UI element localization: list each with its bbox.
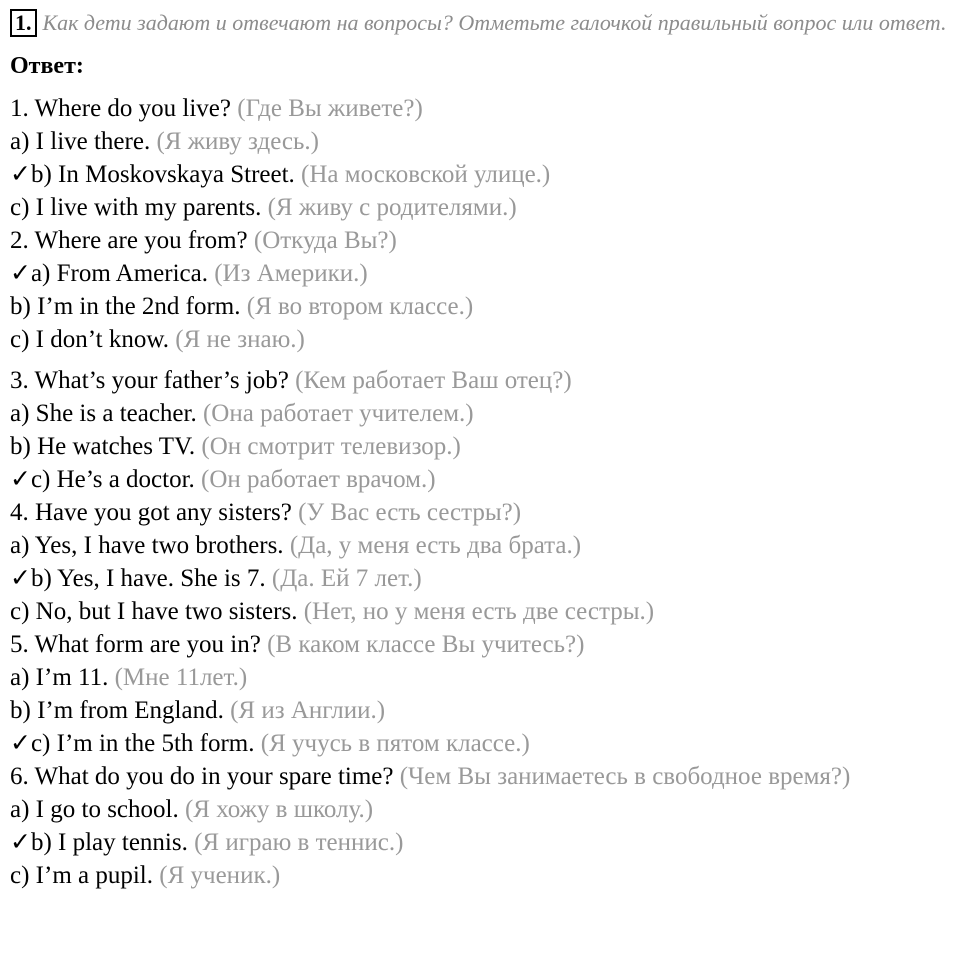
- line-english: ✓b) In Moskovskaya Street.: [10, 161, 295, 188]
- answer-line: [10, 364, 955, 397]
- answer-line: [10, 694, 955, 727]
- line-english: ✓b) Yes, I have. She is 7.: [10, 565, 266, 592]
- answer-line: [10, 224, 955, 257]
- line-translation: (На московской улице.): [301, 161, 551, 188]
- line-translation: (Он работает врачом.): [201, 466, 436, 493]
- task-header: [10, 8, 955, 38]
- answer-line: [10, 628, 955, 661]
- line-english: a) Yes, I have two brothers.: [10, 532, 284, 559]
- answer-line: [10, 92, 955, 125]
- line-translation: (Кем работает Ваш отец?): [295, 367, 572, 394]
- line-english: ✓c) He’s a doctor.: [10, 466, 195, 493]
- line-translation: (Я играю в теннис.): [194, 829, 404, 856]
- page: [10, 8, 955, 892]
- line-english: a) I live there.: [10, 128, 151, 155]
- line-english: 1. Where do you live?: [10, 95, 231, 122]
- line-translation: (Чем Вы занимаетесь в свободное время?): [399, 763, 851, 790]
- line-english: c) I’m a pupil.: [10, 862, 154, 889]
- answer-line: [10, 323, 955, 356]
- line-english: b) I’m in the 2nd form.: [10, 293, 241, 320]
- answer-line: [10, 463, 955, 496]
- line-english: b) He watches TV.: [10, 433, 196, 460]
- answer-line: [10, 859, 955, 892]
- answer-line: [10, 529, 955, 562]
- line-translation: (Откуда Вы?): [253, 227, 397, 254]
- line-english: a) I go to school.: [10, 796, 179, 823]
- line-translation: (Где Вы живете?): [237, 95, 423, 122]
- answer-line: [10, 158, 955, 191]
- line-english: a) I’m 11.: [10, 664, 109, 691]
- answer-line: [10, 257, 955, 290]
- line-translation: (Я хожу в школу.): [184, 796, 374, 823]
- line-english: ✓c) I’m in the 5th form.: [10, 730, 255, 757]
- line-translation: (У Вас есть сестры?): [298, 499, 522, 526]
- line-translation: (Из Америки.): [214, 260, 368, 287]
- line-english: 3. What’s your father’s job?: [10, 367, 289, 394]
- line-translation: (Я учусь в пятом классе.): [260, 730, 530, 757]
- line-translation: (Я живу здесь.): [156, 128, 319, 155]
- line-english: 6. What do you do in your spare time?: [10, 763, 394, 790]
- line-english: 2. Where are you from?: [10, 227, 248, 254]
- line-translation: (Да. Ей 7 лет.): [271, 565, 422, 592]
- line-english: b) I’m from England.: [10, 697, 224, 724]
- line-translation: (В каком классе Вы учитесь?): [267, 631, 585, 658]
- answer-line: [10, 562, 955, 595]
- answer-line: [10, 793, 955, 826]
- line-english: c) No, but I have two sisters.: [10, 598, 298, 625]
- line-english: a) She is a teacher.: [10, 400, 197, 427]
- line-english: c) I live with my parents.: [10, 194, 262, 221]
- answer-line: [10, 595, 955, 628]
- line-translation: (Нет, но у меня есть две сестры.): [303, 598, 655, 625]
- line-translation: (Мне 11лет.): [114, 664, 248, 691]
- line-translation: (Я не знаю.): [175, 326, 305, 353]
- answer-label: Ответ:: [10, 53, 84, 79]
- line-english: c) I don’t know.: [10, 326, 169, 353]
- line-translation: (Я ученик.): [159, 862, 281, 889]
- answer-line: [10, 191, 955, 224]
- answer-line: [10, 290, 955, 323]
- line-translation: (Я живу с родителями.): [267, 194, 517, 221]
- answer-list: [10, 92, 955, 892]
- task-instruction: Как дети задают и отвечают на вопросы? Отметьте галочкой правильный вопрос или ответ.: [42, 10, 947, 35]
- answer-line: [10, 430, 955, 463]
- answer-line: [10, 826, 955, 859]
- answer-line: [10, 397, 955, 430]
- answer-line: [10, 496, 955, 529]
- line-english: 4. Have you got any sisters?: [10, 499, 292, 526]
- line-translation: (Он смотрит телевизор.): [201, 433, 461, 460]
- task-number: 1.: [10, 9, 37, 37]
- line-translation: (Да, у меня есть два брата.): [289, 532, 582, 559]
- line-translation: (Я из Англии.): [230, 697, 386, 724]
- answer-line: [10, 727, 955, 760]
- line-translation: (Она работает учителем.): [202, 400, 474, 427]
- line-translation: (Я во втором классе.): [246, 293, 474, 320]
- line-english: ✓a) From America.: [10, 260, 208, 287]
- line-english: ✓b) I play tennis.: [10, 829, 188, 856]
- answer-line: [10, 661, 955, 694]
- answer-line: [10, 125, 955, 158]
- answer-line: [10, 760, 955, 793]
- line-english: 5. What form are you in?: [10, 631, 261, 658]
